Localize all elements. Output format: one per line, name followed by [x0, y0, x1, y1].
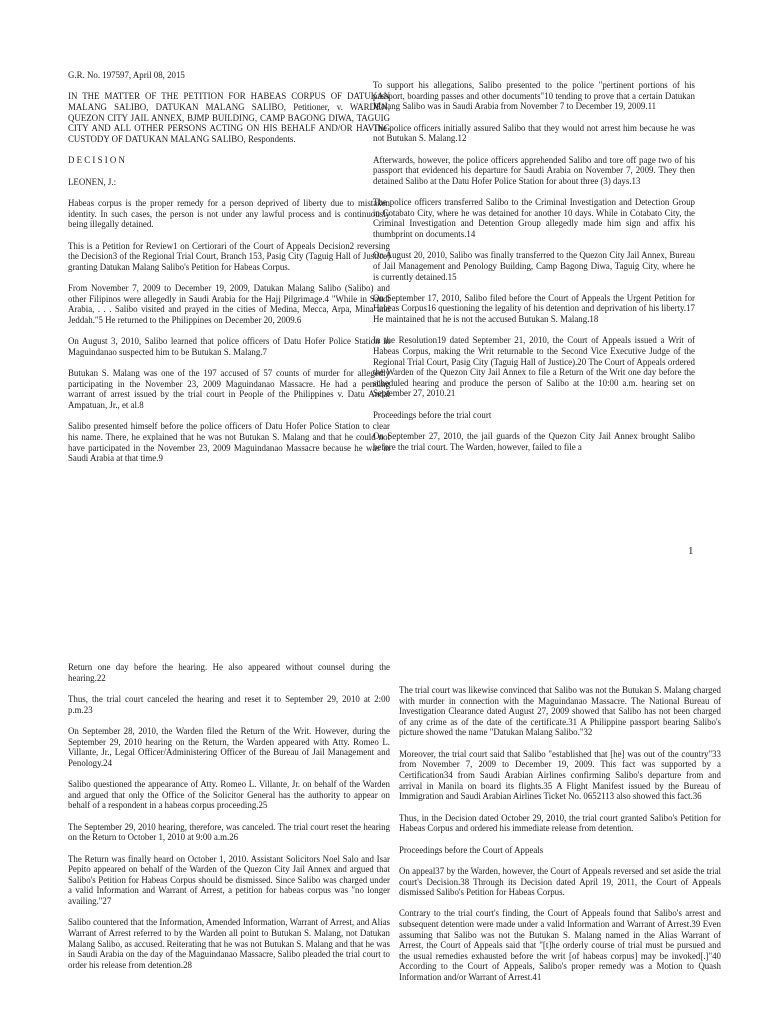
paragraph: Return one day before the hearing. He also appeared without counsel during the hearing.22 — [68, 662, 390, 683]
paragraph: Moreover, the trial court said that Salibo "established that [he] was out of the country"33 from November 7, 2009 to December 19, 2009. This fact was supported by a Certification34 from Saudi Arabian Airlines confirming Salibo's departure from and arrival in Manila on board its flights.35 A Flight Manifest issued by the Bureau of Immigration and Saudi Arabian Airlines Ticket No. 0652113 also showed this fact.36 — [399, 748, 721, 802]
page-gap — [0, 575, 768, 645]
decision-heading: D E C I S I O N — [68, 155, 125, 166]
section-heading: Proceedings before the trial court — [373, 409, 492, 420]
paragraph: The police officers transferred Salibo to the Criminal Investigation and Detection Group in Cotabato City, where he was detained for another 10 days. While in Cotabato City, the Criminal Investigation and Detention Group allegedly made him sign and affix his thumbprint on documents.14 — [373, 197, 695, 239]
paragraph: Habeas corpus is the proper remedy for a person deprived of liberty due to mistaken identity. In such cases, the person is not under any lawful process and is continuously being illegally detained. — [68, 197, 390, 230]
paragraph: In the Resolution19 dated September 21, 2010, the Court of Appeals issued a Writ of Habeas Corpus, making the Writ returnable to the Second Vice Executive Judge of the Regional Trial Court, Pasig City (Taguig Hall of Justice).20 The Court of Appeals ordered the Warden of the Quezon City Jail Annex to file a Return of the Writ one day before the scheduled hearing and produce the person of Salibo at the 10:00 a.m. hearing set on September 27, 2010.21 — [373, 335, 695, 399]
paragraph: Afterwards, however, the police officers apprehended Salibo and tore off page two of his passport that evidenced his departure for Saudi Arabia on November 7, 2009. They then detained Salibo at the Datu Hofer Police Station for about three (3) days.13 — [373, 154, 695, 186]
paragraph: Thus, in the Decision dated October 29, 2010, the trial court granted Salibo's Petition for Habeas Corpus and ordered his immediate release from detention. — [399, 812, 721, 834]
paragraph: On August 3, 2010, Salibo learned that police officers of Datu Hofer Police Station in Maguindanao suspected him to be Butukan S. Malang.7 — [68, 336, 390, 357]
paragraph: Contrary to the trial court's finding, the Court of Appeals found that Salibo's arrest and subsequent detention were made under a valid Information and Warrant of Arrest.39 Even assuming that Salibo was not the Butukan S. Malang named in the Alias Warrant of Arrest, the Court of Appeals said that "[t]he orderly course of trial must be pursued and the usual remedies exhausted before the writ [of habeas corpus] may be invoked[.]"40 According to the Court of Appeals, Salibo's proper remedy was a Motion to Quash Information and/or Warrant of Arrest.41 — [399, 908, 721, 983]
paragraph: On September 27, 2010, the jail guards of the Quezon City Jail Annex brought Salibo before the trial court. The Warden, however, failed to file a — [373, 431, 695, 452]
paragraph: The trial court was likewise convinced that Salibo was not the Butukan S. Malang charged with murder in connection with the Maguindanao Massacre. The National Bureau of Investigation Clearance dated August 27, 2009 showed that Salibo has not been charged of any crime as of the date of the certificate.31 A Philippine passport bearing Salibo's picture showed the name "Datukan Malang Salibo."32 — [399, 685, 721, 738]
paragraph: On September 28, 2010, the Warden filed the Return of the Writ. However, during the September 29, 2010 hearing on the Return, the Warden appeared with Atty. Romeo L. Villante, Jr., Legal Officer/Administering Officer of the Bureau of Jail Management and Penology.24 — [68, 725, 390, 768]
paragraph: Salibo countered that the Information, Amended Information, Warrant of Arrest, and Alias Warrant of Arrest referred to by the Warden all point to Butukan S. Malang, not Datukan Malang Salibo, as accused. Reiterating that he was not Butukan S. Malang and that he was in Saudi Arabia on the day of the Maguindanao Massacre, Salibo pleaded the trial court to order his release from detention.28 — [68, 917, 390, 970]
paragraph: Salibo presented himself before the police officers of Datu Hofer Police Station to clear his name. There, he explained that he was not Butukan S. Malang and that he could not have participated in the November 23, 2009 Maguindanao Massacre because he was in Saudi Arabia at that time.9 — [68, 421, 390, 464]
paragraph: Thus, the trial court canceled the hearing and reset it to September 29, 2010 at 2:00 p.m.23 — [68, 693, 390, 715]
section-heading: Proceedings before the Court of Appeals — [399, 844, 544, 855]
page2-right-column — [399, 685, 721, 993]
document-page-2 — [0, 645, 768, 1024]
case-title: IN THE MATTER OF THE PETITION FOR HABEAS CORPUS OF DATUKAN MALANG SALIBO, DATUKAN MALANG SALIBO, Petitioner, v. WARDEN, QUEZON CITY JAIL ANNEX, BJMP BUILDING, CAMP BAGONG DIWA, TAGUIG CITY AND ALL OTHER PERSONS ACTING ON HIS BEHALF AND/OR HAVING CUSTODY OF DATUKAN MALANG SALIBO, Respondents. — [68, 91, 390, 144]
paragraph: On appeal37 by the Warden, however, the Court of Appeals reversed and set aside the trial court's Decision.38 Through its Decision dated April 19, 2011, the Court of Appeals dismissed Salibo's Petition for Habeas Corpus. — [399, 865, 721, 898]
page1-left-column — [68, 70, 390, 475]
paragraph: On August 20, 2010, Salibo was finally transferred to the Quezon City Jail Annex, Bureau of Jail Management and Penology Building, Camp Bagong Diwa, Taguig City, where he is currently detained.15 — [373, 250, 695, 282]
paragraph: The September 29, 2010 hearing, therefore, was canceled. The trial court reset the hearing on the Return to October 1, 2010 at 9:00 a.m.26 — [68, 821, 390, 843]
paragraph: Salibo questioned the appearance of Atty. Romeo L. Villante, Jr. on behalf of the Warden and argued that only the Office of the Solicitor General has the authority to appear on behalf of a respondent in a habeas corpus proceeding.25 — [68, 779, 390, 811]
paragraph: Butukan S. Malang was one of the 197 accused of 57 counts of murder for allegedly participating in the November 23, 2009 Maguindanao Massacre. He had a pending warrant of arrest issued by the trial court in People of the Philippines v. Datu Andal Ampatuan, Jr., et al.8 — [68, 368, 390, 411]
paragraph: This is a Petition for Review1 on Certiorari of the Court of Appeals Decision2 reversing the Decision3 of the Regional Trial Court, Branch 153, Pasig City (Taguig Hall of Justice) granting Datukan Malang Salibo's Petition for Habeas Corpus. — [68, 240, 390, 272]
paragraph: To support his allegations, Salibo presented to the police "pertinent portions of his passport, boarding passes and other documents"10 tending to prove that a certain Datukan Malang Salibo was in Saudi Arabia from November 7 to December 19, 2009.11 — [373, 80, 695, 112]
paragraph: From November 7, 2009 to December 19, 2009, Datukan Malang Salibo (Salibo) and other Filipinos were allegedly in Saudi Arabia for the Hajj Pilgrimage.4 "While in Saudi Arabia, . . . Salibo visited and prayed in the cities of Medina, Mecca, Arpa, Mina and Jeddah."5 He returned to the Philippines on December 20, 2009.6 — [68, 283, 390, 325]
case-number: G.R. No. 197597, April 08, 2015 — [68, 70, 185, 80]
paragraph: The Return was finally heard on October 1, 2010. Assistant Solicitors Noel Salo and Isar Pepito appeared on behalf of the Warden of the Quezon City Jail Annex and argued that Salibo's Petition for Habeas Corpus should be dismissed. Since Salibo was charged under a valid Information and Warrant of Arrest, a petition for habeas corpus was "no longer availing."27 — [68, 853, 390, 907]
paragraph: On September 17, 2010, Salibo filed before the Court of Appeals the Urgent Petition for Habeas Corpus16 questioning the legality of his detention and deprivation of his liberty.17 He maintained that he is not the accused Butukan S. Malang.18 — [373, 292, 695, 325]
page2-left-column — [68, 662, 390, 981]
paragraph: The police officers initially assured Salibo that they would not arrest him because he was not Butukan S. Malang.12 — [373, 122, 695, 144]
ponente: LEONEN, J.: — [68, 176, 117, 187]
page1-right-column — [373, 80, 695, 463]
page-number: 1 — [688, 545, 694, 557]
